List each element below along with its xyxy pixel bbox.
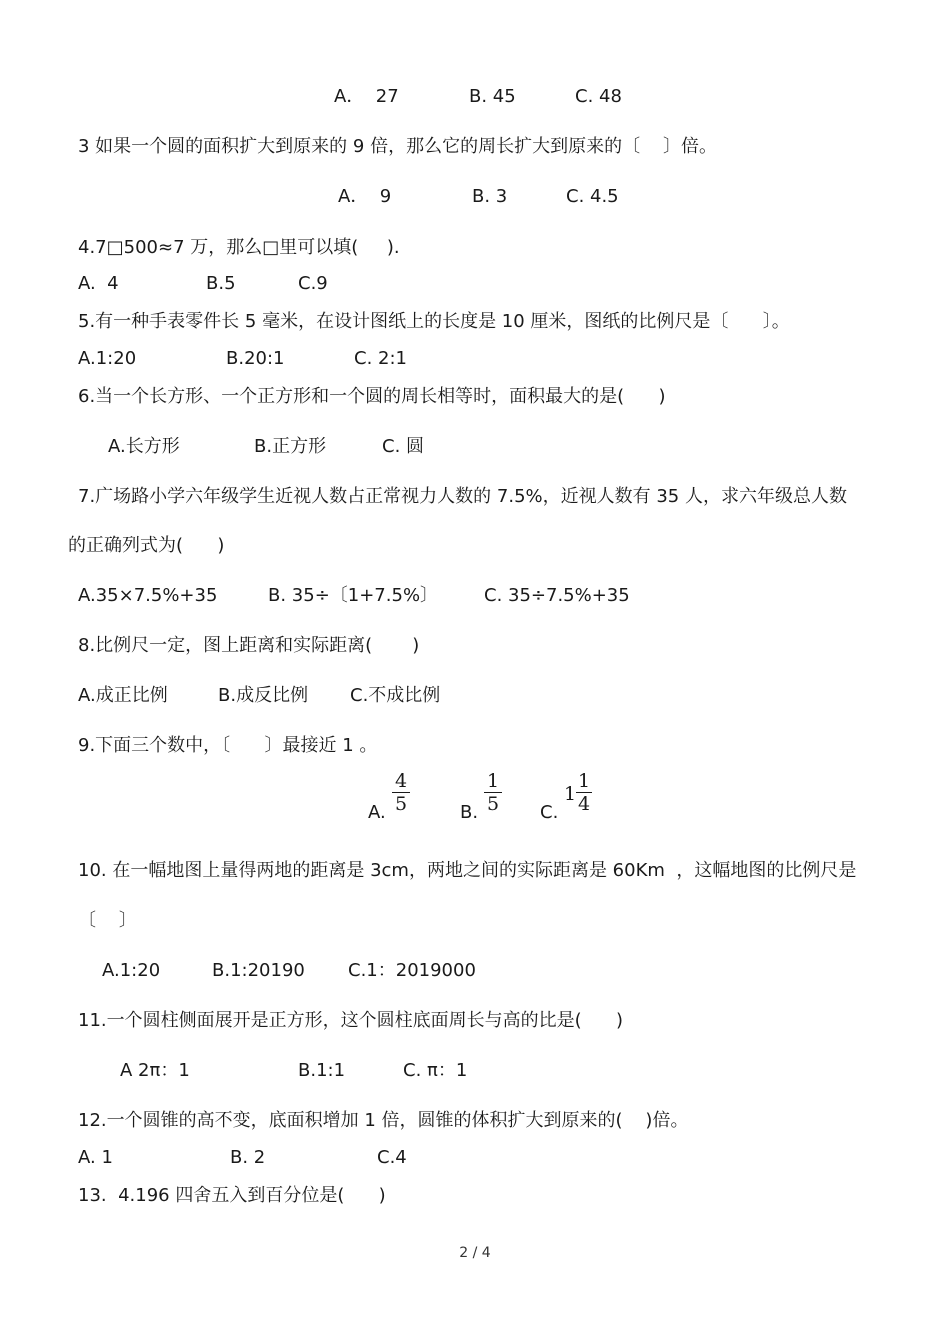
fraction-numerator: 4 <box>394 770 408 792</box>
q7-text: 7.广场路小学六年级学生近视人数占正常视力人数的 7.5%，近视人数有 35 人，求六年级总人数 <box>78 486 847 507</box>
q12-option-a: A. 1 <box>78 1147 113 1168</box>
q10-option-c: C.1：2019000 <box>348 960 476 981</box>
q2-option-a: A． 27 <box>334 86 399 107</box>
q13-text: 13. 4.196 四舍五入到百分位是( ) <box>78 1185 386 1206</box>
q6-text: 6.当一个长方形、一个正方形和一个圆的周长相等时，面积最大的是( ) <box>78 386 666 407</box>
q5-option-c: C. 2:1 <box>354 348 407 369</box>
q5-option-a: A.1:20 <box>78 348 137 369</box>
q12-text: 12.一个圆锥的高不变，底面积增加 1 倍，圆锥的体积扩大到原来的( )倍。 <box>78 1110 689 1131</box>
q3-option-b: B. 3 <box>472 186 508 207</box>
q9-option-c-label: C. <box>540 802 559 823</box>
q12-option-c: C.4 <box>377 1147 407 1168</box>
q7-text-continued: 的正确列式为( ) <box>68 535 225 556</box>
page-number: 2 / 4 <box>459 1245 491 1261</box>
q3-option-a: A． 9 <box>338 186 392 207</box>
q2-option-b: B. 45 <box>469 86 516 107</box>
q8-text: 8.比例尺一定，图上距离和实际距离( ) <box>78 635 420 656</box>
fraction-denominator: 5 <box>394 793 408 815</box>
q4-text: 4.7□500≈7 万，那么□里可以填( ). <box>78 237 400 258</box>
q6-option-c: C. 圆 <box>382 436 425 457</box>
q7-option-a: A.35×7.5%+35 <box>78 585 218 606</box>
q4-option-c: C.9 <box>298 273 328 294</box>
q9-option-c-fraction <box>576 771 592 814</box>
q3-text: 3 如果一个圆的面积扩大到原来的 9 倍，那么它的周长扩大到原来的〔 〕倍。 <box>78 136 717 157</box>
fraction-denominator: 4 <box>577 793 591 815</box>
q10-text-continued: 〔 〕 <box>78 910 137 931</box>
q9-option-b-fraction <box>484 771 502 814</box>
fraction-numerator: 1 <box>577 770 591 792</box>
q12-option-b: B. 2 <box>230 1147 266 1168</box>
q2-option-c: C. 48 <box>575 86 622 107</box>
fraction-numerator: 1 <box>486 770 500 792</box>
q6-option-b: B.正方形 <box>254 436 327 457</box>
q4-option-b: B.5 <box>206 273 236 294</box>
q9-option-c-whole: 1 <box>564 783 577 805</box>
fraction-denominator: 5 <box>486 793 500 815</box>
q10-option-b: B.1:20190 <box>212 960 305 981</box>
q6-option-a: A.长方形 <box>108 436 180 457</box>
q10-option-a: A.1:20 <box>102 960 161 981</box>
q5-text: 5.有一种手表零件长 5 毫米，在设计图纸上的长度是 10 厘米，图纸的比例尺是〔 〕。 <box>78 311 790 332</box>
q11-option-c: C. π：1 <box>403 1060 468 1081</box>
q10-text: 10. 在一幅地图上量得两地的距离是 3cm，两地之间的实际距离是 60Km ，这幅地图的比例尺是 <box>78 860 857 881</box>
q7-option-b: B. 35÷〔1+7.5%〕 <box>268 585 439 606</box>
q11-text: 11.一个圆柱侧面展开是正方形，这个圆柱底面周长与高的比是( ) <box>78 1010 623 1031</box>
q3-option-c: C. 4.5 <box>566 186 619 207</box>
q4-option-a: A. 4 <box>78 273 119 294</box>
q11-option-b: B.1:1 <box>298 1060 346 1081</box>
q9-option-a-label: A. <box>368 802 386 823</box>
q7-option-c: C. 35÷7.5%+35 <box>484 585 630 606</box>
q9-option-b-label: B. <box>460 802 479 823</box>
q9-option-a-fraction <box>392 771 410 814</box>
q8-option-a: A.成正比例 <box>78 685 168 706</box>
q5-option-b: B.20:1 <box>226 348 285 369</box>
q8-option-b: B.成反比例 <box>218 685 309 706</box>
q11-option-a: A 2π：1 <box>120 1060 190 1081</box>
q9-text: 9.下面三个数中，〔 〕最接近 1 。 <box>78 735 378 756</box>
q8-option-c: C.不成比例 <box>350 685 441 706</box>
